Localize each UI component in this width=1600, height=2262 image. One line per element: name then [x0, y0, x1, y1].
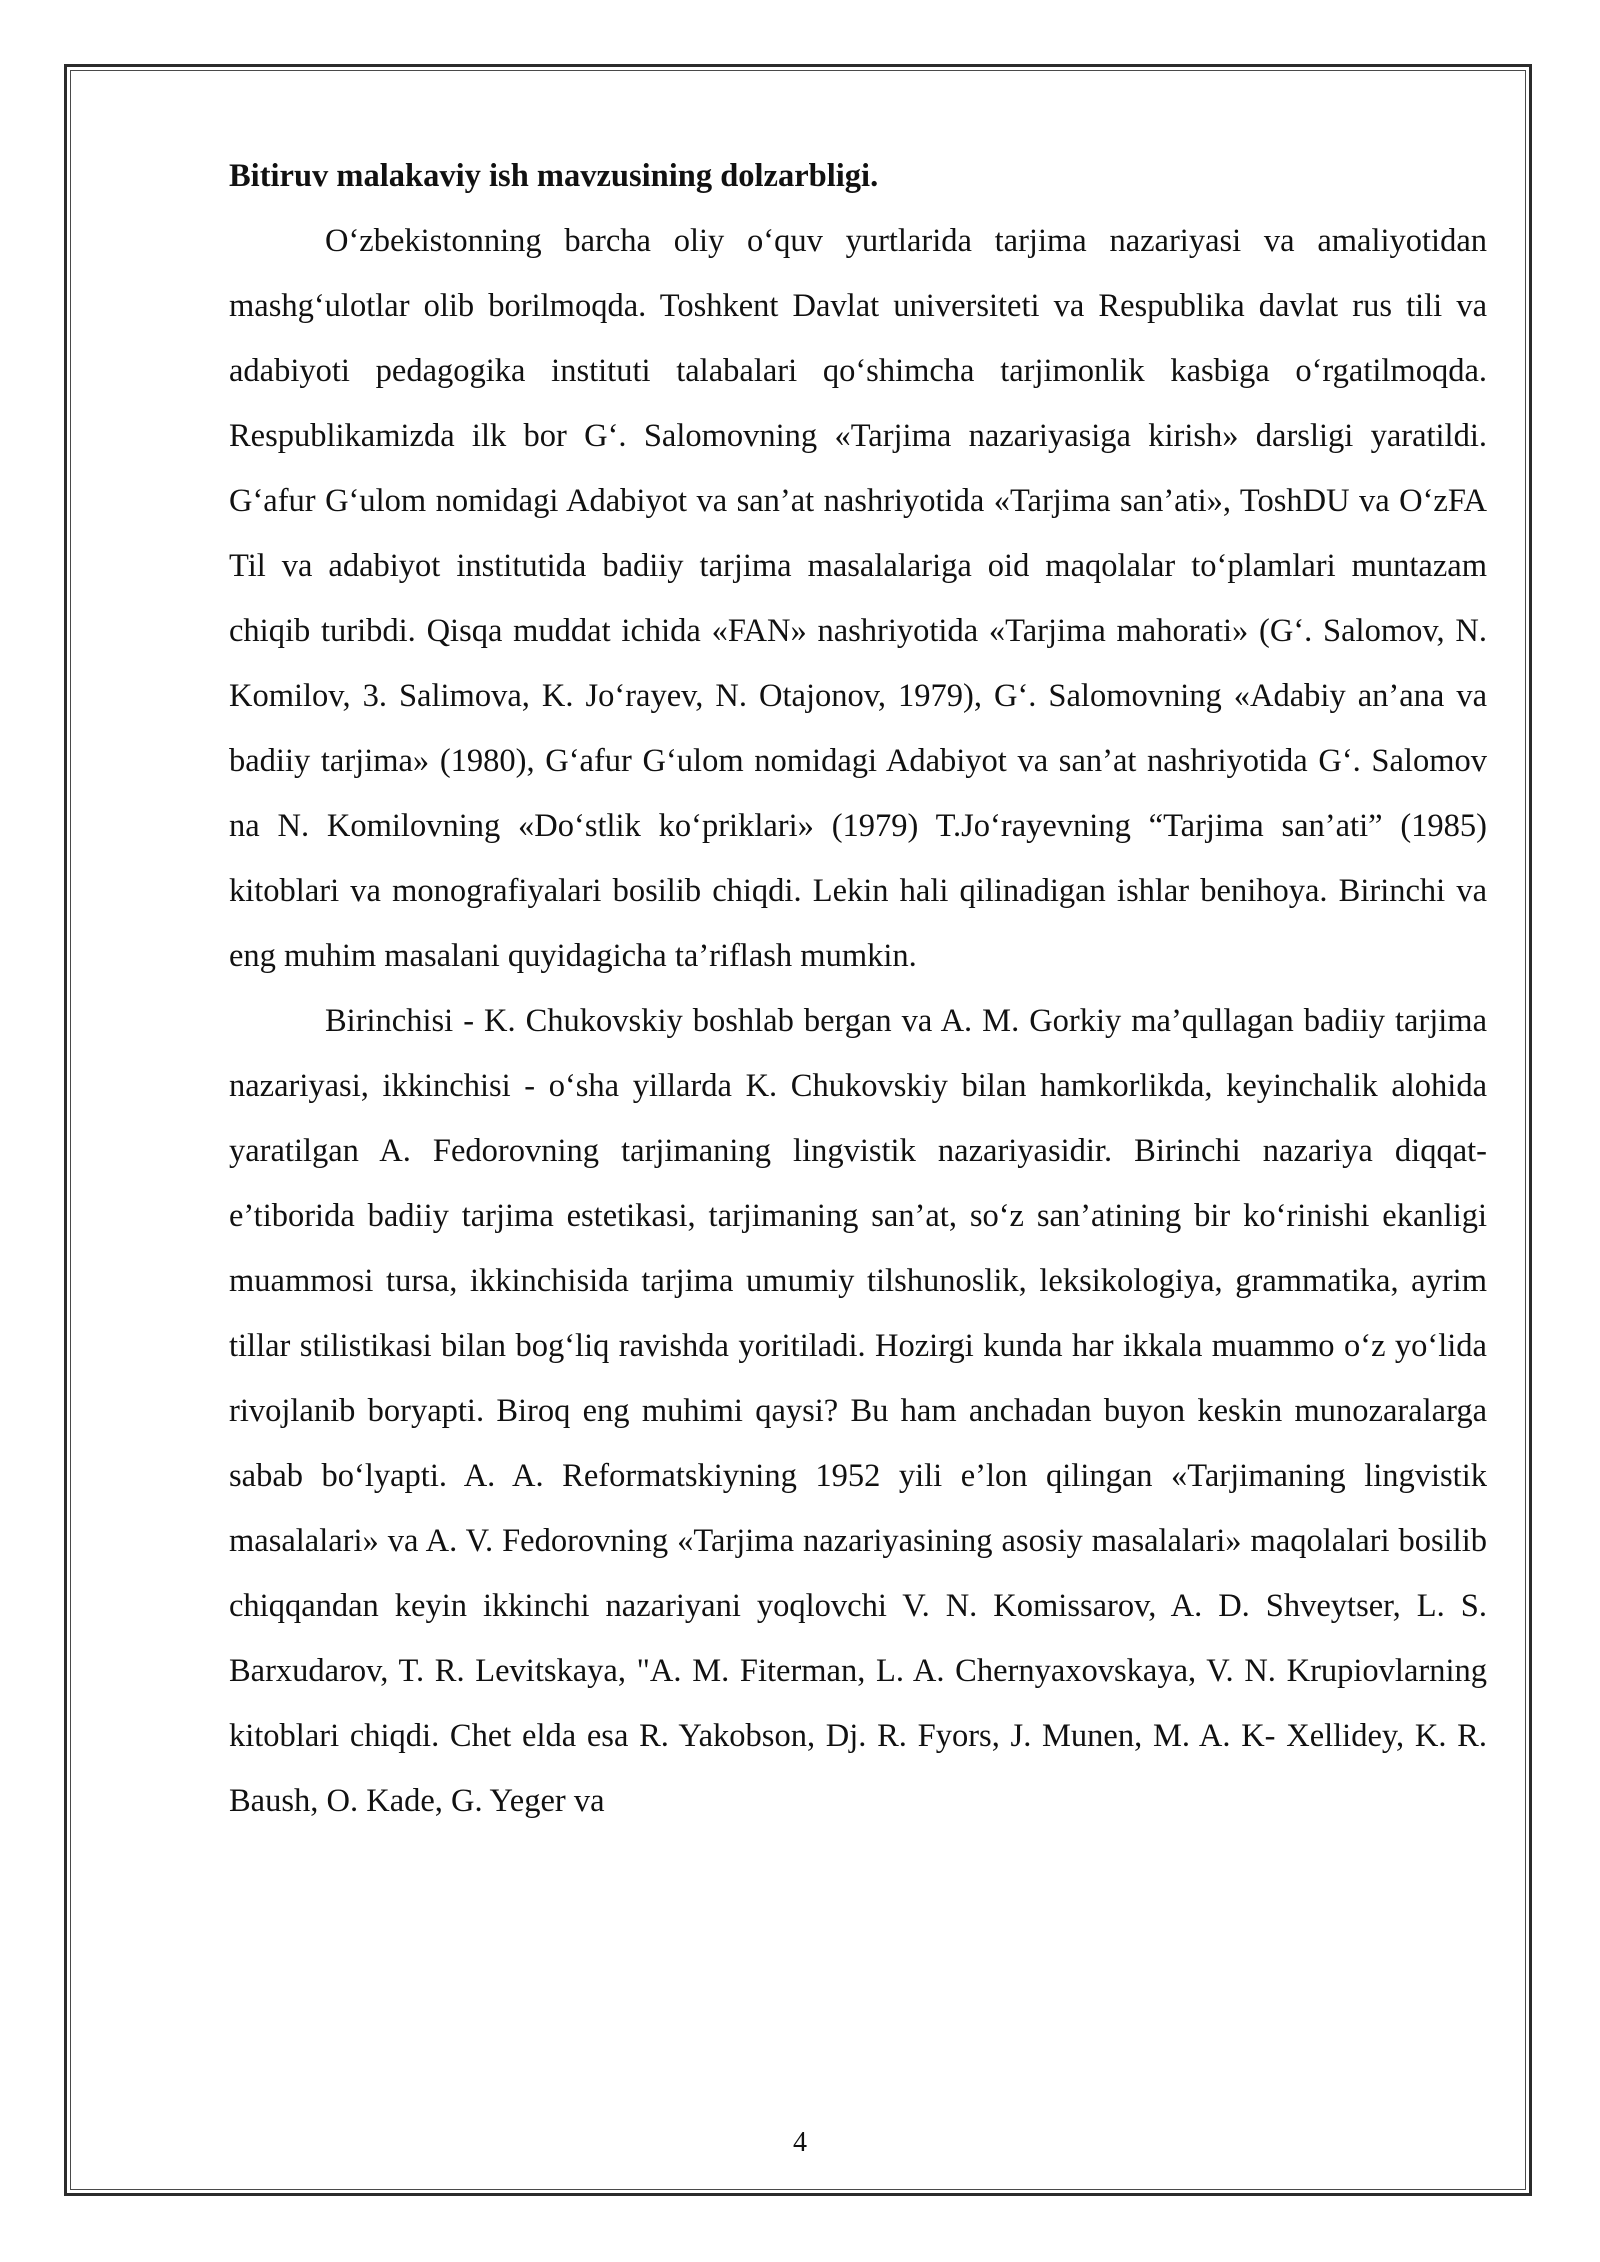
document-body: [229, 144, 1487, 1834]
page-number: 4: [793, 2127, 807, 2158]
paragraph-2: Birinchisi - K. Chukovskiy boshlab bergan va A. M. Gorkiy ma’qullagan badiiy tarjima nazariyasi, ikkinchisi - o‘sha yillarda K. Chukovskiy bilan hamkorlikda, keyinchalik alohida yaratilgan A. Fedorovning tarjimaning lingvistik nazariyasidir. Birinchi nazariya diqqat-e’tiborida badiiy tarjima estetikasi, tarjimaning san’at, so‘z san’atining bir ko‘rinishi ekanligi muammosi tursa, ikkinchisida tarjima umumiy tilshunoslik, leksikologiya, grammatika, ayrim tillar stilistikasi bilan bog‘liq ravishda yoritiladi. Hozirgi kunda har ikkala muammo o‘z yo‘lida rivojlanib boryapti. Biroq eng muhimi qaysi? Bu ham anchadan buyon keskin munozaralarga sabab bo‘lyapti. A. A. Reformatskiyning 1952 yili e’lon qilingan «Tarjimaning lingvistik masalalari» va A. V. Fedorovning «Tarjima nazariyasining asosiy masalalari» maqolalari bosilib chiqqandan keyin ikkinchi nazariyani yoqlovchi V. N. Komissarov, A. D. Shveytser, L. S. Barxudarov, T. R. Levitskaya, "A. M. Fiterman, L. A. Chernyaxovskaya, V. N. Krupiovlarning kitoblari chiqdi. Chet elda esa R. Yakobson, Dj. R. Fyors, J. Munen, M. A. K- Xellidey, K. R. Baush, O. Kade, G. Yeger va: [229, 1003, 1487, 1819]
paragraph-1: O‘zbekistonning barcha oliy o‘quv yurtlarida tarjima nazariyasi va amaliyotidan mashg‘ulotlar olib borilmoqda. Toshkent Davlat universiteti va Respublika davlat rus tili va adabiyoti pedagogika instituti talabalari qo‘shimcha tarjimonlik kasbiga o‘rgatilmoqda. Respublikamizda ilk bor G‘. Salomovning «Tarjima nazariyasiga kirish» darsligi yaratildi. G‘afur G‘ulom nomidagi Adabiyot va san’at nashriyotida «Tarjima san’ati», ToshDU va O‘zFA Til va adabiyot institutida badiiy tarjima masalalariga oid maqolalar to‘plamlari muntazam chiqib turibdi. Qisqa muddat ichida «FAN» nashriyotida «Tarjima mahorati» (G‘. Salomov, N. Komilov, 3. Salimova, K. Jo‘rayev, N. Otajonov, 1979), G‘. Salomovning «Adabiy an’ana va badiiy tarjima» (1980), G‘afur G‘ulom nomidagi Adabiyot va san’at nashriyotida G‘. Salomov na N. Komilovning «Do‘stlik ko‘priklari» (1979) T.Jo‘rayevning “Tarjima san’ati” (1985) kitoblari va monografiyalari bosilib chiqdi. Lekin hali qilinadigan ishlar benihoya. Birinchi va eng muhim masalani quyidagicha ta’riflash mumkin.: [229, 223, 1487, 974]
section-heading: Bitiruv malakaviy ish mavzusining dolzarbligi.: [229, 158, 879, 194]
